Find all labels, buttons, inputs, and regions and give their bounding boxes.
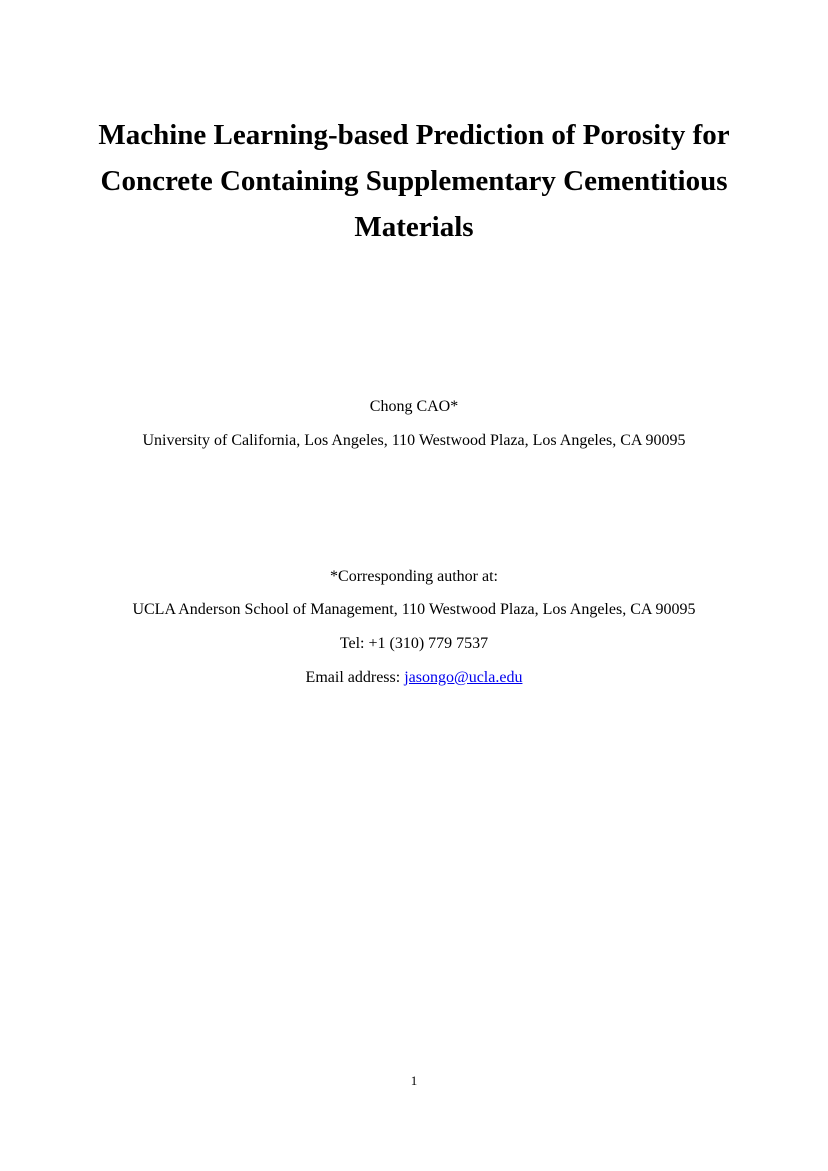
email-label: Email address:: [305, 669, 405, 686]
author-name: Chong CAO*: [369, 398, 459, 415]
title-line-1: Machine Learning-based Prediction of Porosity for: [98, 119, 730, 151]
email-line: [0, 668, 828, 688]
corresponding-author-label: *Corresponding author at:: [330, 568, 498, 585]
corresponding-affiliation: UCLA Anderson School of Management, 110 Westwood Plaza, Los Angeles, CA 90095: [132, 601, 696, 618]
author-affiliation: University of California, Los Angeles, 110 Westwood Plaza, Los Angeles, CA 90095: [142, 432, 686, 449]
page-number: 1: [410, 1073, 418, 1088]
email-link[interactable]: jasongo@ucla.edu: [404, 669, 523, 686]
telephone: Tel: +1 (310) 779 7537: [339, 635, 489, 652]
title-line-2: Concrete Containing Supplementary Cementitious: [100, 165, 728, 197]
title-line-3: Materials: [354, 211, 474, 243]
paper-title: [40, 112, 788, 250]
